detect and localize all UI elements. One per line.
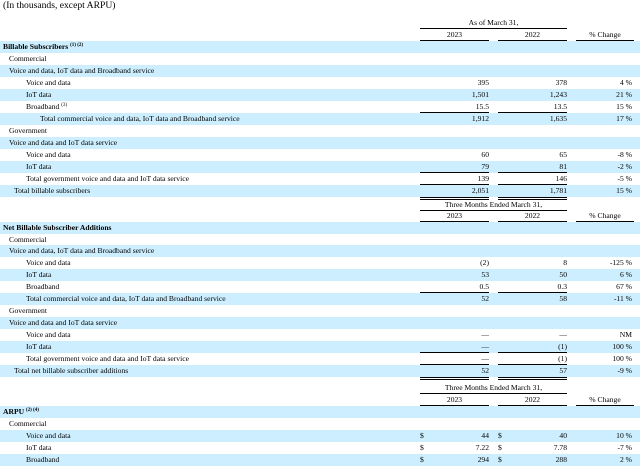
group-government: Government — [9, 306, 47, 315]
currency-symbol: $ — [498, 443, 502, 452]
additions-period-header: Three Months Ended March 31, — [444, 200, 543, 209]
total-row: Total government voice and data and IoT data service 139 146 -5 % — [26, 174, 632, 183]
currency-symbol: $ — [420, 455, 424, 464]
grand-total-row: Total net billable subscriber additions 52 57 -9 % — [0, 365, 640, 377]
table-row: Voice and data 395 378 4 % — [26, 78, 632, 87]
currency-symbol: $ — [498, 431, 502, 440]
table-row: IoT data 53 50 6 % — [0, 269, 640, 281]
total-row: Total government voice and data and IoT data service — (1) 100 % — [26, 354, 632, 363]
grand-total-row: Total billable subscribers 2,051 1,781 15 % — [0, 185, 640, 197]
currency-symbol: $ — [420, 443, 424, 452]
group-commercial: Commercial — [9, 54, 47, 63]
arpu-period-header: Three Months Ended March 31, — [444, 383, 543, 392]
arpu-column-header: 2023 2022 % Change — [446, 395, 621, 404]
group-government-sub: Voice and data and IoT data service — [0, 317, 640, 329]
table-row: Broadband $ 294 $ 288 2 % — [0, 454, 640, 466]
total-row: Total commercial voice and data, IoT data and Broadband service 52 58 -11 % — [0, 293, 640, 305]
group-commercial: Commercial — [9, 419, 47, 428]
table-row: Broadband 0.5 0.3 67 % — [26, 282, 632, 291]
group-commercial-sub: Voice and data, IoT data and Broadband service — [0, 245, 640, 257]
section-title-arpu: ARPU $^{(2) (4)}$ — [0, 406, 640, 418]
table-row: Voice and data 60 65 -8 % — [26, 150, 632, 159]
group-commercial-sub: Voice and data, IoT data and Broadband service — [0, 65, 640, 77]
table-row: IoT data — (1) 100 % — [0, 341, 640, 353]
table-row: Voice and data $ 44 $ 40 10 % — [0, 430, 640, 442]
column-year-2022: 2022 — [524, 30, 541, 39]
group-government: Government — [9, 126, 47, 135]
subscribers-period-header: As of March 31, — [468, 18, 519, 27]
column-year-2023: 2023 — [446, 30, 463, 39]
section-title-subscribers: Billable Subscribers $^{(1) (2)}$ — [0, 41, 640, 53]
section-title-additions: Net Billable Subscriber Additions — [0, 222, 640, 234]
table-row: IoT data 1,501 1,243 21 % — [0, 89, 640, 101]
double-underline — [420, 377, 489, 380]
table-row: Voice and data (2) 8 -125 % — [26, 258, 632, 267]
currency-symbol: $ — [498, 455, 502, 464]
currency-symbol: $ — [420, 431, 424, 440]
table-row: IoT data 79 81 -2 % — [0, 161, 640, 173]
column-change: % Change — [589, 30, 621, 39]
additions-column-header: 2023 2022 % Change — [446, 211, 621, 220]
group-government-sub: Voice and data and IoT data service — [0, 137, 640, 149]
table-row: IoT data $ 7.22 $ 7.78 -7 % — [26, 443, 632, 452]
table-row: Broadband $^{(3)}$ 15.5 13.5 15 % — [26, 102, 632, 111]
group-commercial: Commercial — [9, 235, 47, 244]
units-note: (In thousands, except ARPU) — [3, 0, 116, 11]
table-row: Voice and data — — NM — [26, 330, 632, 339]
double-underline — [498, 377, 567, 380]
total-row: Total commercial voice and data, IoT data and Broadband service 1,912 1,635 17 % — [0, 113, 640, 125]
